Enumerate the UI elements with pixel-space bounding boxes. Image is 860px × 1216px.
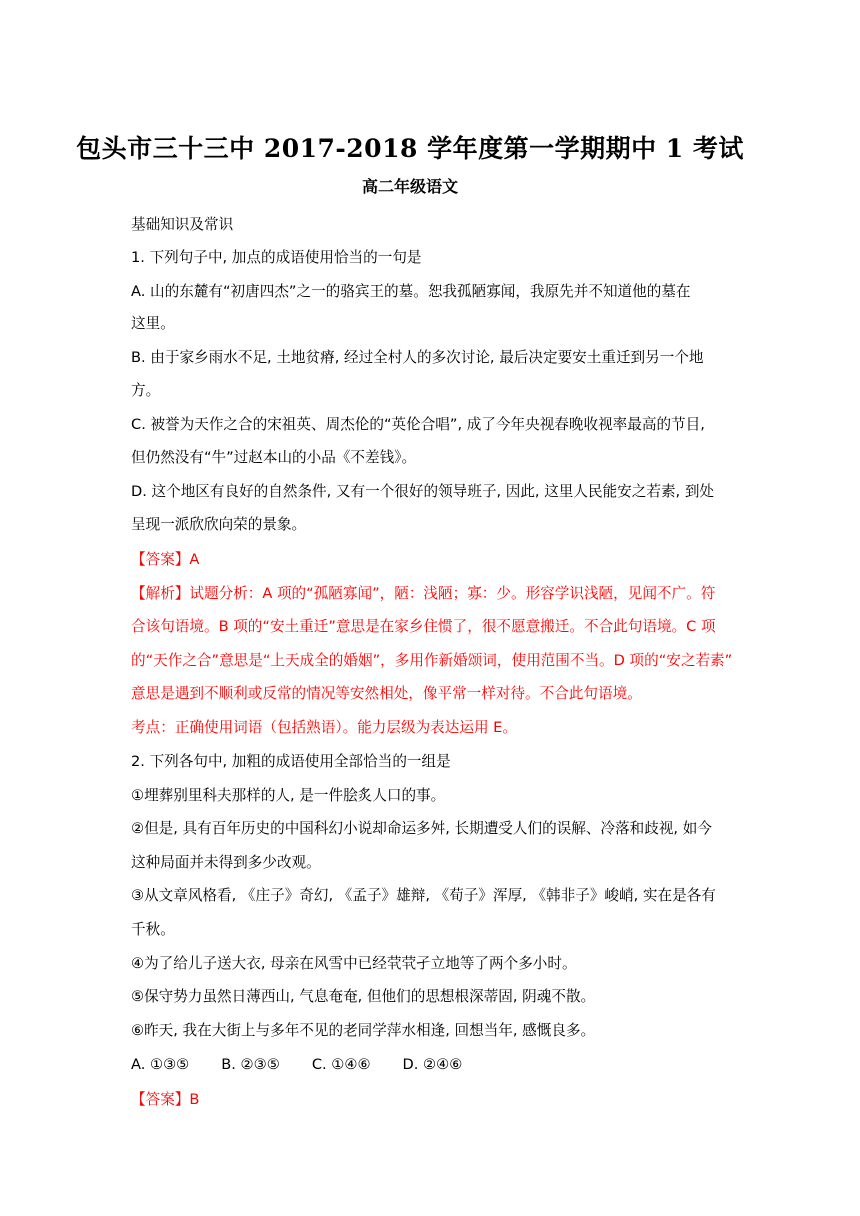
q1-option-a: A. 山的东麓有“初唐四杰”之一的骆宾王的墓。恕我孤陋寡闻，我原先并不知道他的墓在 — [131, 283, 691, 300]
q1-answer: 【答案】A — [131, 551, 200, 568]
page-subtitle: 高二年级语文 — [361, 177, 458, 196]
q2-answer: 【答案】B — [131, 1091, 200, 1108]
q2-sentence-2-cont: 这种局面并未得到多少改观。 — [131, 854, 321, 871]
q2-sentence-3: ③从文章风格看, 《庄子》奇幻, 《孟子》雄辩, 《荀子》浑厚, 《韩非子》峻峭, 实在是各有 — [131, 887, 716, 904]
q2-sentence-3-cont: 千秋。 — [131, 921, 175, 938]
q2-options — [131, 1055, 736, 1075]
q1-analysis-line-3: 的“天作之合”意思是“上天成全的婚姻”，多用作新婚颂词，使用范围不当。D 项的“安之若素” — [131, 652, 733, 669]
q2-sentence-6: ⑥昨天, 我在大街上与多年不见的老同学萍水相逢, 回想当年, 感慨良多。 — [131, 1022, 596, 1039]
section-header: 基础知识及常识 — [131, 216, 234, 233]
q1-option-b-cont: 方。 — [131, 382, 161, 399]
q1-option-d-cont: 呈现一派欣欣向荣的景象。 — [131, 516, 307, 533]
q2-option-a: A. ①③⑤ — [131, 1056, 190, 1073]
page-title: 包头市三十三中 2017-2018 学年度第一学期期中 1 考试 — [76, 134, 744, 163]
q2-sentence-1: ①埋葬别里科夫那样的人, 是一件脍炙人口的事。 — [131, 787, 446, 804]
q2-sentence-5: ⑤保守势力虽然日薄西山, 气息奄奄, 但他们的思想根深蒂固, 阴魂不散。 — [131, 988, 596, 1005]
q1-option-c: C. 被誉为天作之合的宋祖英、周杰伦的“英伦合唱”, 成了今年央视春晚收视率最高的节目, — [131, 416, 705, 433]
q1-option-b: B. 由于家乡雨水不足, 土地贫瘠, 经过全村人的多次讨论, 最后决定要安土重迁到另一个地 — [131, 349, 704, 366]
q1-option-c-cont: 但仍然没有“牛”过赵本山的小品《不差钱》。 — [131, 449, 417, 466]
q2-stem: 2. 下列各句中, 加粗的成语使用全部恰当的一组是 — [131, 753, 451, 770]
q2-option-d: D. ②④⑥ — [402, 1056, 463, 1073]
q2-option-b: B. ②③⑤ — [221, 1056, 280, 1073]
q1-option-d: D. 这个地区有良好的自然条件, 又有一个很好的领导班子, 因此, 这里人民能安之若素, 到处 — [131, 483, 715, 500]
q1-analysis-line-1: 【解析】试题分析：A 项的“孤陋寡闻”，陋：浅陋；寡：少。形容学识浅陋，见闻不广。符 — [131, 585, 716, 602]
q2-sentence-4: ④为了给儿子送大衣, 母亲在风雪中已经茕茕孑立地等了两个多小时。 — [131, 955, 577, 972]
q2-sentence-2: ②但是, 具有百年历史的中国科幻小说却命运多舛, 长期遭受人们的误解、冷落和歧视, 如今 — [131, 820, 712, 837]
q1-point: 考点：正确使用词语（包括熟语）。能力层级为表达运用 E。 — [131, 719, 517, 736]
q1-stem: 1. 下列句子中, 加点的成语使用恰当的一句是 — [131, 249, 422, 266]
q1-analysis-line-4: 意思是遇到不顺利或反常的情况等安然相处，像平常一样对待。不合此句语境。 — [131, 685, 642, 702]
q1-option-a-cont: 这里。 — [131, 315, 175, 332]
q1-analysis-line-2: 合该句语境。B 项的“安土重迁”意思是在家乡住惯了，很不愿意搬迁。不合此句语境。C 项 — [131, 618, 716, 635]
q2-option-c: C. ①④⑥ — [311, 1056, 371, 1073]
